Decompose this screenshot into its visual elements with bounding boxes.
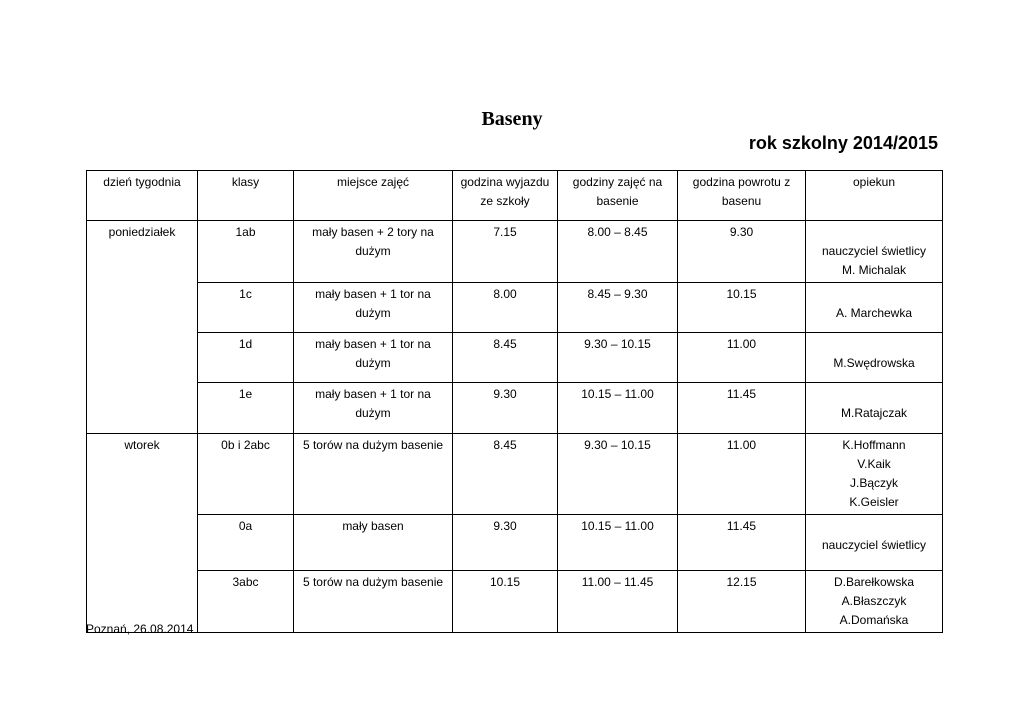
return-cell: 12.15 [678, 571, 806, 633]
hours-cell: 8.00 – 8.45 [558, 221, 678, 283]
classes-cell: 0a [198, 515, 294, 571]
guardian-name: M. Michalak [841, 263, 906, 277]
hours-cell: 9.30 – 10.15 [558, 333, 678, 383]
guardian-name: nauczyciel świetlicy [821, 538, 927, 552]
header-place: miejsce zajęć [294, 171, 453, 221]
classes-cell: 3abc [198, 571, 294, 633]
table-row [87, 283, 943, 333]
table-row [87, 383, 943, 434]
departure-cell: 8.45 [453, 434, 558, 515]
place-and-date: Poznań, 26.08.2014 [86, 622, 194, 636]
document-title: Baseny [481, 108, 543, 130]
place-cell: 5 torów na dużym basenie [294, 571, 453, 633]
pool-schedule-table [86, 170, 943, 633]
guardian-cell [806, 383, 943, 434]
table-row [87, 571, 943, 633]
table-row [87, 515, 943, 571]
departure-cell: 8.00 [453, 283, 558, 333]
day-cell: wtorek [87, 434, 198, 633]
place-cell: mały basen + 2 tory na dużym [294, 221, 453, 283]
guardian-name: A.Błaszczyk [841, 594, 907, 608]
guardian-cell [806, 434, 943, 515]
departure-cell: 9.30 [453, 515, 558, 571]
guardian-name: V.Kaik [857, 457, 891, 471]
header-guardian: opiekun [806, 171, 943, 221]
hours-cell: 8.45 – 9.30 [558, 283, 678, 333]
guardian-cell [806, 333, 943, 383]
header-row [87, 171, 943, 221]
header-return: godzina powrotu z basenu [678, 171, 806, 221]
return-cell: 9.30 [678, 221, 806, 283]
guardian-name: A. Marchewka [835, 306, 913, 320]
header-day: dzień tygodnia [87, 171, 198, 221]
departure-cell: 8.45 [453, 333, 558, 383]
guardian-name: A.Domańska [839, 613, 909, 627]
hours-cell: 10.15 – 11.00 [558, 383, 678, 434]
return-cell: 11.45 [678, 383, 806, 434]
guardian-name: nauczyciel świetlicy [821, 244, 927, 258]
classes-cell: 1c [198, 283, 294, 333]
classes-cell: 1e [198, 383, 294, 434]
departure-cell: 7.15 [453, 221, 558, 283]
classes-cell: 1d [198, 333, 294, 383]
table-row [87, 434, 943, 515]
place-cell: 5 torów na dużym basenie [294, 434, 453, 515]
guardian-name: D.Barełkowska [833, 575, 915, 589]
header-classes: klasy [198, 171, 294, 221]
header-hours: godziny zajęć na basenie [558, 171, 678, 221]
hours-cell: 9.30 – 10.15 [558, 434, 678, 515]
place-cell: mały basen + 1 tor na dużym [294, 283, 453, 333]
guardian-cell [806, 571, 943, 633]
hours-cell: 11.00 – 11.45 [558, 571, 678, 633]
departure-cell: 10.15 [453, 571, 558, 633]
hours-cell: 10.15 – 11.00 [558, 515, 678, 571]
guardian-name: K.Hoffmann [842, 438, 906, 452]
guardian-name: J.Bączyk [849, 476, 898, 490]
classes-cell: 0b i 2abc [198, 434, 294, 515]
table-row [87, 221, 943, 283]
place-cell: mały basen + 1 tor na dużym [294, 383, 453, 434]
return-cell: 11.45 [678, 515, 806, 571]
return-cell: 11.00 [678, 333, 806, 383]
place-cell: mały basen [294, 515, 453, 571]
header-departure: godzina wyjazdu ze szkoły [453, 171, 558, 221]
guardian-name: M.Swędrowska [833, 356, 915, 370]
school-year-subtitle: rok szkolny 2014/2015 [748, 133, 938, 153]
place-cell: mały basen + 1 tor na dużym [294, 333, 453, 383]
guardian-name: K.Geisler [849, 495, 899, 509]
guardian-name: M.Ratajczak [840, 406, 908, 420]
day-cell: poniedziałek [87, 221, 198, 434]
classes-cell: 1ab [198, 221, 294, 283]
guardian-cell [806, 283, 943, 333]
return-cell: 10.15 [678, 283, 806, 333]
table-row [87, 333, 943, 383]
guardian-cell [806, 221, 943, 283]
return-cell: 11.00 [678, 434, 806, 515]
guardian-cell [806, 515, 943, 571]
departure-cell: 9.30 [453, 383, 558, 434]
